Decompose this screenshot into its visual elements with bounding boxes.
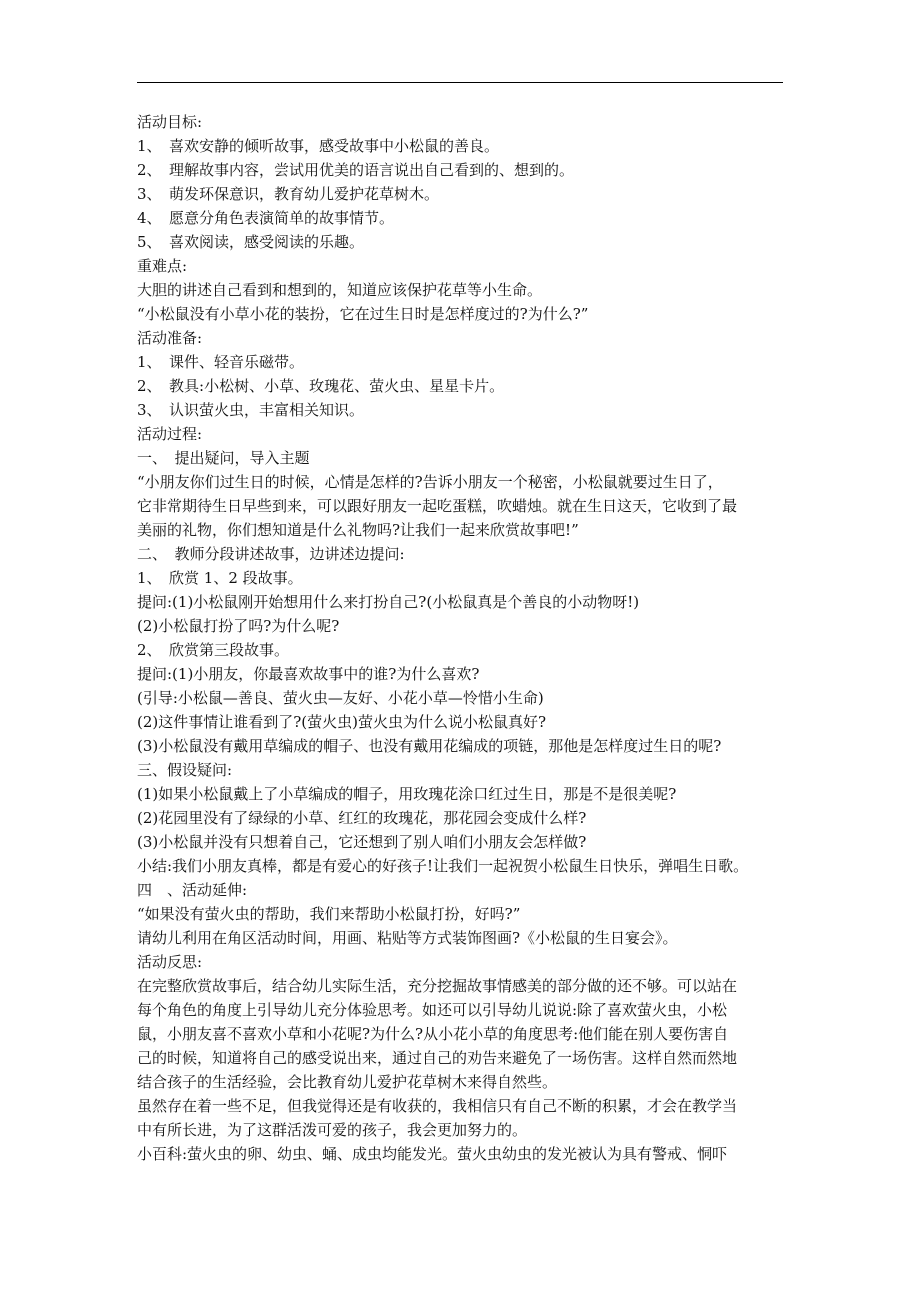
- text-line: “小松鼠没有小草小花的装扮，它在过生日时是怎样度过的?为什么?”: [137, 305, 589, 323]
- text-line: “小朋友你们过生日的时候，心情是怎样的?告诉小朋友一个秘密，小松鼠就要过生日了，: [137, 473, 723, 491]
- text-line: 中有所长进，为了这群活泼可爱的孩子，我会更加努力的。: [137, 1121, 528, 1139]
- text-line: 1、 欣赏 1、2 段故事。: [137, 569, 303, 587]
- text-line: 3、 萌发环保意识，教育幼儿爱护花草树木。: [137, 185, 440, 203]
- text-line: (2)这件事情让谁看到了?(萤火虫)萤火虫为什么说小松鼠真好?: [137, 713, 547, 731]
- text-line: 结合孩子的生活经验，会比教育幼儿爱护花草树木来得自然些。: [137, 1073, 558, 1091]
- document-body: [137, 110, 787, 1166]
- header-divider: [137, 82, 783, 83]
- text-line: 美丽的礼物，你们想知道是什么礼物吗?让我们一起来欣赏故事吧!”: [137, 521, 579, 539]
- text-line: (1)如果小松鼠戴上了小草编成的帽子，用玫瑰花涂口红过生日，那是不是很美呢?: [137, 785, 677, 803]
- text-line: 小结:我们小朋友真棒，都是有爱心的好孩子!让我们一起祝贺小松鼠生日快乐，弹唱生日歌。: [137, 857, 749, 875]
- text-line: (2)花园里没有了绿绿的小草、红红的玫瑰花，那花园会变成什么样?: [137, 809, 587, 827]
- text-line: 活动准备:: [137, 329, 203, 347]
- text-line: 活动过程:: [137, 425, 203, 443]
- text-line: “如果没有萤火虫的帮助，我们来帮助小松鼠打扮，好吗?”: [137, 905, 521, 923]
- text-line: 重难点:: [137, 257, 188, 275]
- text-line: 4、 愿意分角色表演简单的故事情节。: [137, 209, 395, 227]
- text-line: 大胆的讲述自己看到和想到的，知道应该保护花草等小生命。: [137, 281, 543, 299]
- text-line: 一、 提出疑问，导入主题: [137, 449, 310, 467]
- text-line: 1、 喜欢安静的倾听故事，感受故事中小松鼠的善良。: [137, 137, 500, 155]
- text-line: 2、 理解故事内容，尝试用优美的语言说出自己看到的、想到的。: [137, 161, 575, 179]
- text-line: 活动目标:: [137, 113, 203, 131]
- text-line: 请幼儿利用在角区活动时间，用画、粘贴等方式装饰图画?《小松鼠的生日宴会》。: [137, 929, 678, 947]
- text-line: 提问:(1)小松鼠刚开始想用什么来打扮自己?(小松鼠真是个善良的小动物呀!): [137, 593, 640, 611]
- text-line: (3)小松鼠没有戴用草编成的帽子、也没有戴用花编成的项链，那他是怎样度过生日的呢?: [137, 737, 722, 755]
- text-line: 己的时候，知道将自己的感受说出来，通过自己的劝告来避免了一场伤害。这样自然而然地: [137, 1049, 738, 1067]
- text-line: 2、 教具:小松树、小草、玫瑰花、萤火虫、星星卡片。: [137, 377, 505, 395]
- text-line: (3)小松鼠并没有只想着自己，它还想到了别人咱们小朋友会怎样做?: [137, 833, 587, 851]
- text-line: 三、假设疑问:: [137, 761, 233, 779]
- text-line: 3、 认识萤火虫，丰富相关知识。: [137, 401, 365, 419]
- text-line: 鼠，小朋友喜不喜欢小草和小花呢?为什么?从小花小草的角度思考:他们能在别人要伤害自: [137, 1025, 729, 1043]
- text-line: 每个角色的角度上引导幼儿充分体验思考。如还可以引导幼儿说说:除了喜欢萤火虫，小松: [137, 1001, 728, 1019]
- text-line: 活动反思:: [137, 953, 203, 971]
- text-line: 虽然存在着一些不足，但我觉得还是有收获的，我相信只有自己不断的积累，才会在教学当: [137, 1097, 738, 1115]
- text-line: 四 、活动延伸:: [137, 881, 248, 899]
- text-line: 5、 喜欢阅读，感受阅读的乐趣。: [137, 233, 365, 251]
- text-line: 在完整欣赏故事后，结合幼儿实际生活，充分挖掘故事情感美的部分做的还不够。可以站在: [137, 977, 738, 995]
- text-line: (引导:小松鼠—善良、萤火虫—友好、小花小草—怜惜小生命): [137, 689, 544, 707]
- text-line: 提问:(1)小朋友，你最喜欢故事中的谁?为什么喜欢?: [137, 665, 480, 683]
- text-line: 2、 欣赏第三段故事。: [137, 641, 290, 659]
- text-line: 它非常期待生日早些到来，可以跟好朋友一起吃蛋糕，吹蜡烛。就在生日这天，它收到了最: [137, 497, 738, 515]
- text-line: 1、 课件、轻音乐磁带。: [137, 353, 305, 371]
- text-line: 二、 教师分段讲述故事，边讲述边提问:: [137, 545, 405, 563]
- text-line: (2)小松鼠打扮了吗?为什么呢?: [137, 617, 340, 635]
- text-line: 小百科:萤火虫的卵、幼虫、蛹、成虫均能发光。萤火虫幼虫的发光被认为具有警戒、恫吓: [137, 1145, 728, 1163]
